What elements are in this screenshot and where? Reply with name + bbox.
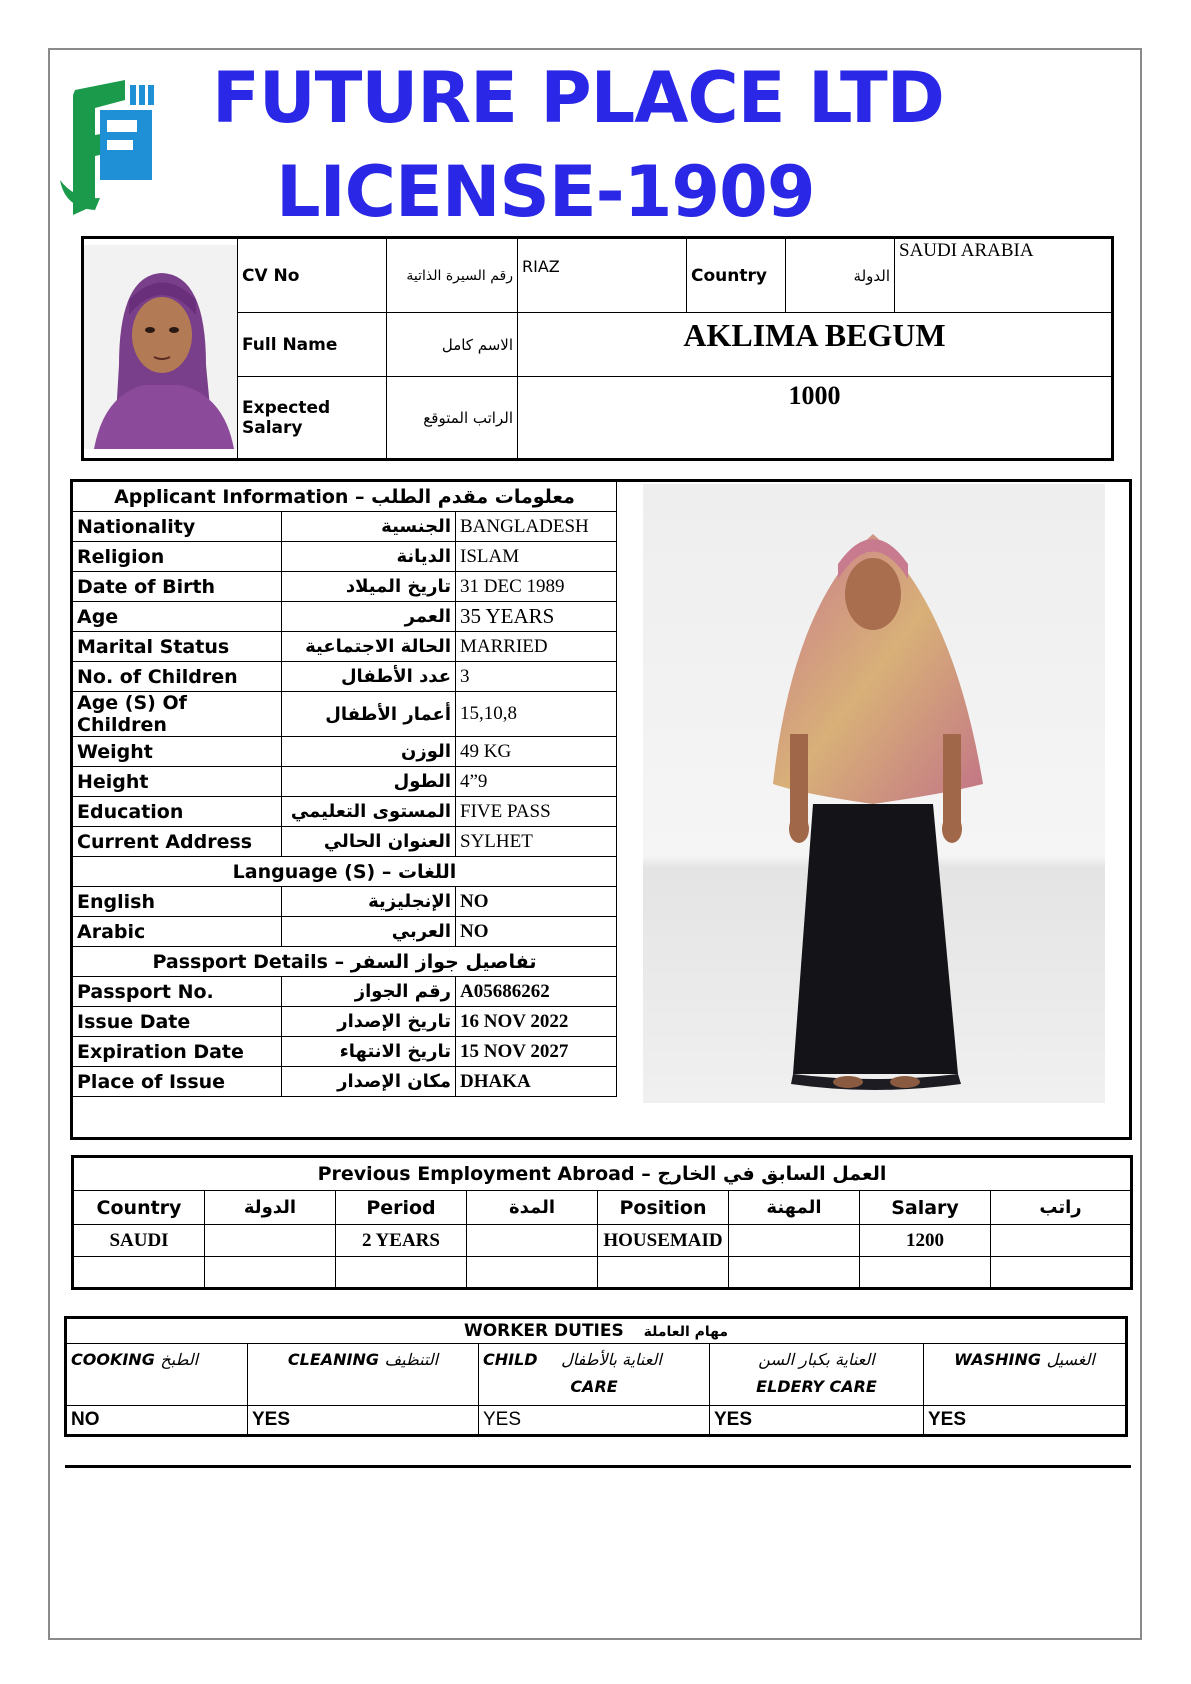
applicant-photo-full: [643, 484, 1105, 1103]
table-row: [73, 1007, 617, 1037]
info-label: Current Address: [73, 827, 282, 857]
passport-value: DHAKA: [456, 1067, 617, 1097]
applicant-info-title: Applicant Information – معلومات مقدم الطلب: [73, 482, 617, 512]
employment-title: Previous Employment Abroad – العمل السابق في الخارج: [73, 1157, 1132, 1191]
duty-cleaning: [248, 1344, 479, 1406]
employment-salary: 1200: [860, 1225, 991, 1257]
salary-value: 1000: [518, 377, 1113, 460]
duty-label: CHILD: [483, 1350, 538, 1369]
info-label-ar: عدد الأطفال: [282, 662, 456, 692]
table-row: [73, 602, 617, 632]
duty-value: YES: [710, 1406, 924, 1436]
table-row: [73, 737, 617, 767]
duty-washing: [924, 1344, 1127, 1406]
duty-label-ar: الطبخ: [160, 1350, 199, 1369]
employment-header: المدة: [467, 1191, 598, 1225]
company-name: FUTURE PLACE LTD: [212, 57, 944, 139]
info-value: MARRIED: [456, 632, 617, 662]
duty-value: YES: [924, 1406, 1127, 1436]
duties-table: [64, 1316, 1128, 1437]
table-row: [73, 632, 617, 662]
passport-label-ar: تاريخ الانتهاء: [282, 1037, 456, 1067]
duty-label: CLEANING: [287, 1350, 380, 1369]
duty-label: ELDERY CARE: [756, 1377, 877, 1396]
info-value: 15,10,8: [456, 692, 617, 737]
info-label-ar: العمر: [282, 602, 456, 632]
employment-header: Country: [73, 1191, 205, 1225]
table-row: [73, 662, 617, 692]
cv-no-label: CV No: [238, 238, 387, 313]
language-label-ar: العربي: [282, 917, 456, 947]
table-row: [73, 887, 617, 917]
applicant-photo-small: [83, 238, 238, 460]
table-row: [73, 1037, 617, 1067]
info-label-ar: العنوان الحالي: [282, 827, 456, 857]
employment-country: SAUDI: [73, 1225, 205, 1257]
language-value: NO: [456, 917, 617, 947]
info-label-ar: الحالة الاجتماعية: [282, 632, 456, 662]
table-row: [73, 1067, 617, 1097]
passport-label: Passport No.: [73, 977, 282, 1007]
duty-label-ar: العناية بالأطفال: [561, 1350, 662, 1369]
employment-header: الدولة: [205, 1191, 336, 1225]
info-label: Height: [73, 767, 282, 797]
passport-label-ar: رقم الجواز: [282, 977, 456, 1007]
header-table: [81, 236, 1114, 461]
info-value: 3: [456, 662, 617, 692]
employment-period: 2 YEARS: [336, 1225, 467, 1257]
country-label-ar: الدولة: [786, 238, 895, 313]
passport-value: A05686262: [456, 977, 617, 1007]
info-label-ar: الديانة: [282, 542, 456, 572]
duty-value: NO: [66, 1406, 248, 1436]
table-row: [73, 977, 617, 1007]
table-row: [73, 512, 617, 542]
info-label: Marital Status: [73, 632, 282, 662]
employment-header: راتب: [991, 1191, 1132, 1225]
info-label: Nationality: [73, 512, 282, 542]
duty-label-ar: العناية بكبار السن: [758, 1350, 875, 1369]
applicant-info-table: [72, 481, 617, 1097]
table-row: [66, 1406, 1127, 1436]
duty-cooking: [66, 1344, 248, 1406]
full-name-label-ar: الاسم كامل: [387, 313, 518, 377]
duties-title-ar: مهام العاملة: [643, 1324, 729, 1340]
info-label: No. of Children: [73, 662, 282, 692]
language-label: English: [73, 887, 282, 917]
passport-value: 16 NOV 2022: [456, 1007, 617, 1037]
employment-table: [71, 1155, 1133, 1290]
country-label: Country: [687, 238, 786, 313]
passport-value: 15 NOV 2027: [456, 1037, 617, 1067]
salary-label: Expected Salary: [238, 377, 387, 460]
duty-label-ar: الغسيل: [1046, 1350, 1095, 1369]
info-label: Weight: [73, 737, 282, 767]
info-label-ar: تاريخ الميلاد: [282, 572, 456, 602]
duty-child-care: [479, 1344, 710, 1406]
employment-header: Period: [336, 1191, 467, 1225]
table-row: [73, 542, 617, 572]
info-value: 4”9: [456, 767, 617, 797]
employment-position: HOUSEMAID: [598, 1225, 729, 1257]
info-label-ar: الجنسية: [282, 512, 456, 542]
cv-no-value: RIAZ: [518, 238, 687, 313]
employment-header: Position: [598, 1191, 729, 1225]
duty-label: WASHING: [954, 1350, 1041, 1369]
cv-no-label-ar: رقم السيرة الذاتية: [387, 238, 518, 313]
table-row: [73, 692, 617, 737]
language-label: Arabic: [73, 917, 282, 947]
bottom-divider: [65, 1465, 1131, 1468]
info-label: Date of Birth: [73, 572, 282, 602]
duty-label-ar: التنظيف: [384, 1350, 439, 1369]
duty-label: COOKING: [71, 1350, 155, 1369]
table-row: [73, 1225, 1132, 1257]
duty-value: YES: [248, 1406, 479, 1436]
info-value: ISLAM: [456, 542, 617, 572]
table-row: [73, 572, 617, 602]
passport-label: Place of Issue: [73, 1067, 282, 1097]
salary-label-ar: الراتب المتوقع: [387, 377, 518, 460]
full-name-value: AKLIMA BEGUM: [518, 313, 1113, 377]
table-row: [73, 917, 617, 947]
duties-title: WORKER DUTIES: [463, 1321, 624, 1341]
duty-label-2: CARE: [570, 1377, 618, 1396]
passport-label-ar: تاريخ الإصدار: [282, 1007, 456, 1037]
languages-title: Language (S) – اللغات: [73, 857, 617, 887]
table-row: [73, 1257, 1132, 1289]
info-label-ar: المستوى التعليمي: [282, 797, 456, 827]
language-label-ar: الإنجليزية: [282, 887, 456, 917]
passport-label-ar: مكان الإصدار: [282, 1067, 456, 1097]
employment-header: Salary: [860, 1191, 991, 1225]
duty-eldery-care: [710, 1344, 924, 1406]
table-row: [73, 767, 617, 797]
passport-label: Issue Date: [73, 1007, 282, 1037]
passport-label: Expiration Date: [73, 1037, 282, 1067]
passport-title: Passport Details – تفاصيل جواز السفر: [73, 947, 617, 977]
table-row: [73, 827, 617, 857]
info-label: Age: [73, 602, 282, 632]
info-label-ar: الطول: [282, 767, 456, 797]
info-label: Age (S) Of Children: [73, 692, 282, 737]
employment-header: المهنة: [729, 1191, 860, 1225]
info-value: 31 DEC 1989: [456, 572, 617, 602]
duty-value: YES: [479, 1406, 710, 1436]
info-label: Education: [73, 797, 282, 827]
info-value: 49 KG: [456, 737, 617, 767]
company-logo: [55, 80, 165, 215]
country-value: SAUDI ARABIA: [895, 238, 1113, 313]
info-label: Religion: [73, 542, 282, 572]
info-value: 35 YEARS: [456, 602, 617, 632]
company-license: LICENSE-1909: [276, 151, 815, 233]
duties-title-cell: [66, 1318, 1127, 1344]
info-value: FIVE PASS: [456, 797, 617, 827]
info-value: SYLHET: [456, 827, 617, 857]
language-value: NO: [456, 887, 617, 917]
info-value: BANGLADESH: [456, 512, 617, 542]
info-label-ar: الوزن: [282, 737, 456, 767]
table-row: [73, 797, 617, 827]
full-name-label: Full Name: [238, 313, 387, 377]
info-label-ar: أعمار الأطفال: [282, 692, 456, 737]
